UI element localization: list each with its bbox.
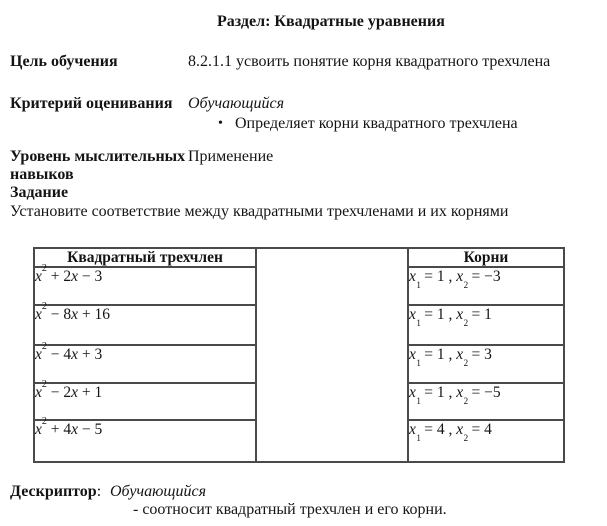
trinomial-cell xyxy=(34,378,256,420)
math-expression: $x^2 + 4x - 5$ xyxy=(35,415,103,438)
matching-table xyxy=(33,247,565,463)
goal-label: Цель обучения xyxy=(10,53,118,70)
trinomial-cell xyxy=(34,340,256,383)
criteria-label: Критерий оценивания xyxy=(10,95,173,112)
math-expression: $x^2 - 2x + 1$ xyxy=(35,378,103,401)
roots-cell xyxy=(408,345,564,383)
math-roots: $x_1 = 1$ , $x_2 = -5$ xyxy=(409,384,501,407)
trinomial-cell xyxy=(34,262,256,305)
goal-value: 8.2.1.1 усвоить понятие корня квадратного трехчлена xyxy=(188,53,551,70)
descriptor-label: Дескриптор: xyxy=(10,483,102,500)
math-expression: $x^2 + 2x - 3$ xyxy=(35,262,103,285)
math-expression: $x^2 - 4x + 3$ xyxy=(35,340,103,363)
table-header-row xyxy=(34,248,564,267)
bullet-marker: • xyxy=(218,116,223,131)
descriptor-detail: - соотносит квадратный трехчлен и его корни. xyxy=(133,501,447,518)
math-roots: $x_1 = 4$ , $x_2 = 4$ xyxy=(409,421,492,444)
math-roots: $x_1 = 1$ , $x_2 = 1$ xyxy=(409,306,492,329)
level-value: Применение xyxy=(188,148,274,165)
trinomial-cell xyxy=(34,300,256,345)
math-roots: $x_1 = 1$ , $x_2 = 3$ xyxy=(409,346,492,369)
trinomial-cell xyxy=(34,415,256,462)
criteria-bullet-text: Определяет корни квадратного трехчлена xyxy=(235,115,518,132)
math-expression: $x^2 - 8x + 16$ xyxy=(35,300,111,323)
task-text: Установите соответствие между квадратными трехчленами и их корнями xyxy=(10,203,509,220)
criteria-value: Обучающийся xyxy=(188,95,285,112)
roots-cell xyxy=(408,383,564,420)
left-column-header: Квадратный трехчлен xyxy=(34,248,256,267)
level-label: Уровень мыслительных навыков xyxy=(10,148,186,183)
section-title: Раздел: Квадратные уравнения xyxy=(217,13,445,30)
right-column-header: Корни xyxy=(408,248,564,267)
roots-cell xyxy=(408,305,564,345)
task-label: Задание xyxy=(10,184,69,201)
roots-cell xyxy=(408,420,564,462)
math-roots: $x_1 = 1$ , $x_2 = -3$ xyxy=(409,268,501,291)
descriptor-value: Обучающийся xyxy=(110,483,207,500)
roots-cell xyxy=(408,267,564,305)
middle-answer-cell xyxy=(256,248,408,462)
